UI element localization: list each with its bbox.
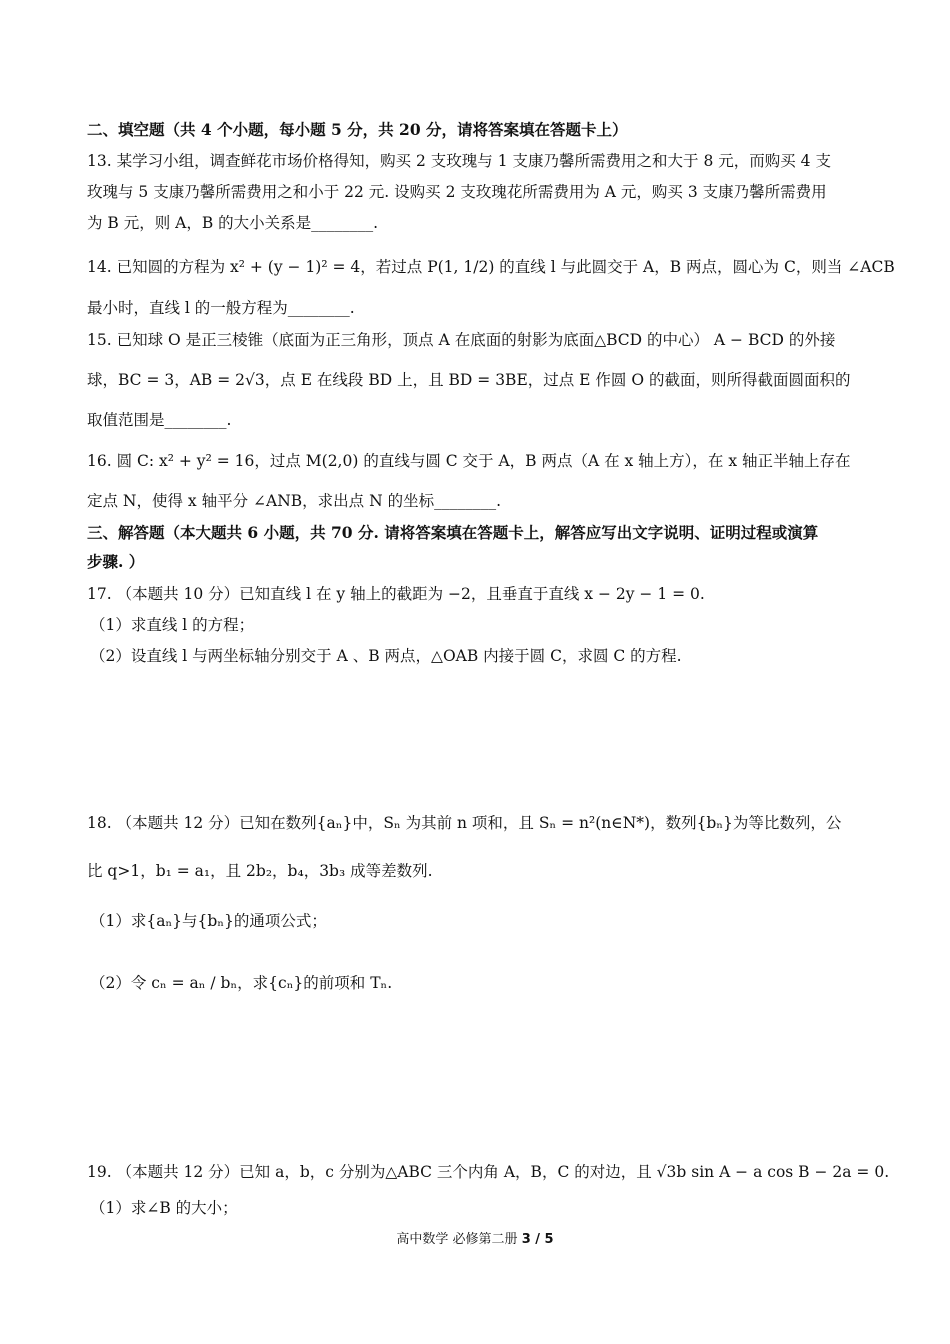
q19-stem: 19. （本题共 12 分）已知 a，b，c 分别为△ABC 三个内角 A，B，C 的对边，且 √3b sin A − a cos B − 2a = 0. <box>87 1163 890 1181</box>
q16-line2: 定点 N，使得 x 轴平分 ∠ANB，求出点 N 的坐标________. <box>87 492 501 510</box>
q15-line3: 取值范围是________. <box>87 411 232 429</box>
footer-page-number: 3 / 5 <box>521 1232 554 1247</box>
section3-heading-line1: 三、解答题（本大题共 6 小题，共 70 分. 请将答案填在答题卡上，解答应写出文字说明、证明过程或演算 <box>87 523 819 542</box>
q18-part1: （1）求{aₙ}与{bₙ}的通项公式； <box>90 912 327 930</box>
q19-part1: （1）求∠B 的大小； <box>90 1199 238 1217</box>
q14-line2: 最小时，直线 l 的一般方程为________. <box>87 299 355 317</box>
q15-line2: 球，BC = 3，AB = 2√3，点 E 在线段 BD 上，且 BD = 3BE，过点 E 作圆 O 的截面，则所得截面圆面积的 <box>87 371 851 389</box>
q13-line1: 13. 某学习小组，调查鲜花市场价格得知，购买 2 支玫瑰与 1 支康乃馨所需费用之和大于 8 元，而购买 4 支 <box>87 152 831 170</box>
q14-line1: 14. 已知圆的方程为 x² + (y − 1)² = 4，若过点 P(1, 1/2) 的直线 l 与此圆交于 A，B 两点，圆心为 C，则当 ∠ACB <box>87 258 895 276</box>
q17-part1: （1）求直线 l 的方程； <box>90 616 255 634</box>
q17-part2: （2）设直线 l 与两坐标轴分别交于 A 、B 两点，△OAB 内接于圆 C，求圆 C 的方程. <box>90 647 682 665</box>
q18-part2: （2）令 cₙ = aₙ / bₙ，求{cₙ}的前项和 Tₙ. <box>90 974 393 992</box>
section2-heading: 二、填空题（共 4 个小题，每小题 5 分，共 20 分，请将答案填在答题卡上） <box>87 120 628 139</box>
q13-line3: 为 B 元，则 A，B 的大小关系是________. <box>87 214 379 232</box>
footer-book-title: 高中数学 必修第二册 <box>396 1232 518 1247</box>
section3-heading-line2: 步骤. ） <box>87 552 145 571</box>
q18-stem-line2: 比 q>1，b₁ = a₁，且 2b₂，b₄，3b₃ 成等差数列. <box>87 862 433 880</box>
page-footer <box>0 1228 950 1247</box>
q13-line2: 玫瑰与 5 支康乃馨所需费用之和小于 22 元. 设购买 2 支玫瑰花所需费用为 A 元，购买 3 支康乃馨所需费用 <box>87 183 827 201</box>
q16-line1: 16. 圆 C: x² + y² = 16，过点 M(2,0) 的直线与圆 C 交于 A，B 两点（A 在 x 轴上方），在 x 轴正半轴上存在 <box>87 452 851 470</box>
q17-stem: 17. （本题共 10 分）已知直线 l 在 y 轴上的截距为 −2，且垂直于直线 x − 2y − 1 = 0. <box>87 585 705 603</box>
q18-stem-line1: 18. （本题共 12 分）已知在数列{aₙ}中，Sₙ 为其前 n 项和，且 Sₙ = n²(n∈N*)，数列{bₙ}为等比数列，公 <box>87 814 842 832</box>
q15-line1: 15. 已知球 O 是正三棱锥（底面为正三角形，顶点 A 在底面的射影为底面△BCD 的中心） A − BCD 的外接 <box>87 331 836 349</box>
